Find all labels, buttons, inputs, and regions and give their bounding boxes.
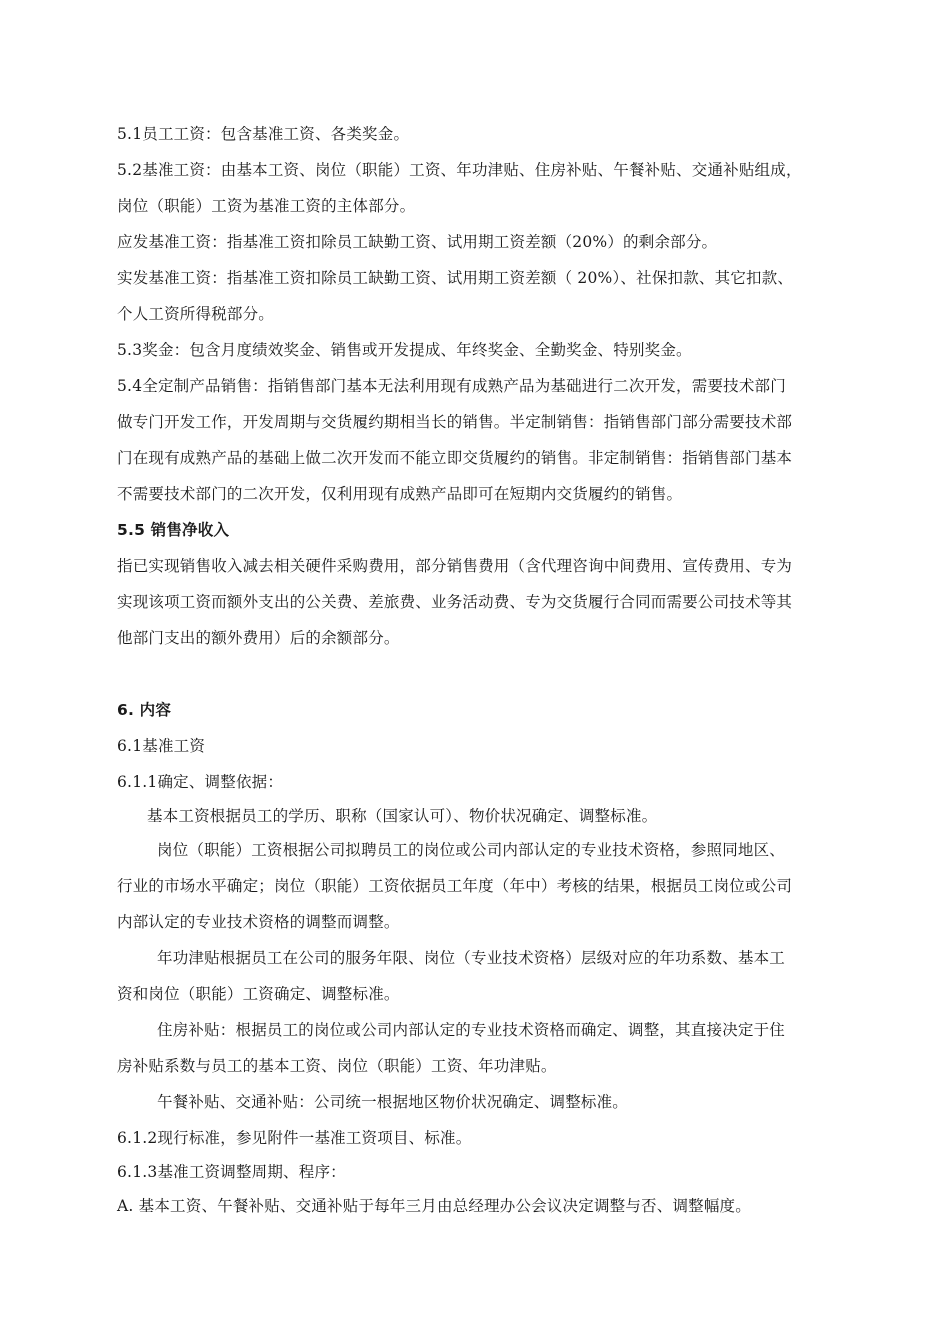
clause-5-5-heading: 5.5 销售净收入 (117, 521, 230, 539)
clause-6-1-2: 6.1.2现行标准，参见附件一基准工资项目、标准。 (117, 1129, 472, 1147)
clause-6-1-1: 6.1.1确定、调整依据： (117, 773, 284, 791)
payable-base-wage: 应发基准工资：指基准工资扣除员工缺勤工资、试用期工资差额（20%）的剩余部分。 (117, 233, 718, 251)
clause-5-4-cont-2: 门在现有成熟产品的基础上做二次开发而不能立即交货履约的销售。非定制销售：指销售部门基本 (117, 449, 793, 467)
clause-5-1: 5.1员工工资：包含基准工资、各类奖金。 (117, 125, 410, 143)
clause-5-2: 5.2基准工资：由基本工资、岗位（职能）工资、年功津贴、住房补贴、午餐补贴、交通补贴组成， (117, 161, 802, 179)
actual-base-wage: 实发基准工资：指基准工资扣除员工缺勤工资、试用期工资差额（ 20%）、社保扣款、其它扣款、 (117, 269, 794, 287)
position-wage-basis-2: 行业的市场水平确定；岗位（职能）工资依据员工年度（年中）考核的结果，根据员工岗位或公司 (117, 877, 793, 895)
clause-5-4: 5.4全定制产品销售：指销售部门基本无法利用现有成熟产品为基础进行二次开发，需要技术部门 (117, 377, 786, 395)
section-6-heading: 6. 内容 (117, 701, 172, 719)
meal-transport-allowance: 午餐补贴、交通补贴：公司统一根据地区物价状况确定、调整标准。 (157, 1093, 629, 1111)
housing-allowance-2: 房补贴系数与员工的基本工资、岗位（职能）工资、年功津贴。 (117, 1057, 557, 1075)
seniority-allowance-2: 资和岗位（职能）工资确定、调整标准。 (117, 985, 400, 1003)
clause-6-1-3: 6.1.3基准工资调整周期、程序： (117, 1163, 346, 1181)
position-wage-basis-1: 岗位（职能）工资根据公司拟聘员工的岗位或公司内部认定的专业技术资格，参照同地区、 (157, 841, 786, 859)
clause-5-4-cont-3: 不需要技术部门的二次开发，仅利用现有成熟产品即可在短期内交货履约的销售。 (117, 485, 683, 503)
clause-5-5-body-2: 实现该项工资而额外支出的公关费、差旅费、业务活动费、专为交货履行合同而需要公司技术等其 (117, 593, 793, 611)
clause-5-5-body-3: 他部门支出的额外费用）后的余额部分。 (117, 629, 400, 647)
clause-6-1-3-a: A. 基本工资、午餐补贴、交通补贴于每年三月由总经理办公会议决定调整与否、调整幅度。 (117, 1197, 751, 1215)
housing-allowance-1: 住房补贴：根据员工的岗位或公司内部认定的专业技术资格而确定、调整，其直接决定于住 (157, 1021, 786, 1039)
actual-base-wage-cont: 个人工资所得税部分。 (117, 305, 275, 323)
position-wage-basis-3: 内部认定的专业技术资格的调整而调整。 (117, 913, 400, 931)
clause-5-5-body-1: 指已实现销售收入减去相关硬件采购费用，部分销售费用（含代理咨询中间费用、宣传费用、专为 (117, 557, 793, 575)
seniority-allowance-1: 年功津贴根据员工在公司的服务年限、岗位（专业技术资格）层级对应的年功系数、基本工 (157, 949, 786, 967)
clause-5-3: 5.3奖金：包含月度绩效奖金、销售或开发提成、年终奖金、全勤奖金、特别奖金。 (117, 341, 692, 359)
clause-6-1: 6.1基准工资 (117, 737, 206, 755)
clause-5-4-cont-1: 做专门开发工作，开发周期与交货履约期相当长的销售。半定制销售：指销售部门部分需要技术部 (117, 413, 793, 431)
clause-5-2-cont: 岗位（职能）工资为基准工资的主体部分。 (117, 197, 416, 215)
basic-wage-basis: 基本工资根据员工的学历、职称（国家认可）、物价状况确定、调整标准。 (147, 807, 658, 825)
